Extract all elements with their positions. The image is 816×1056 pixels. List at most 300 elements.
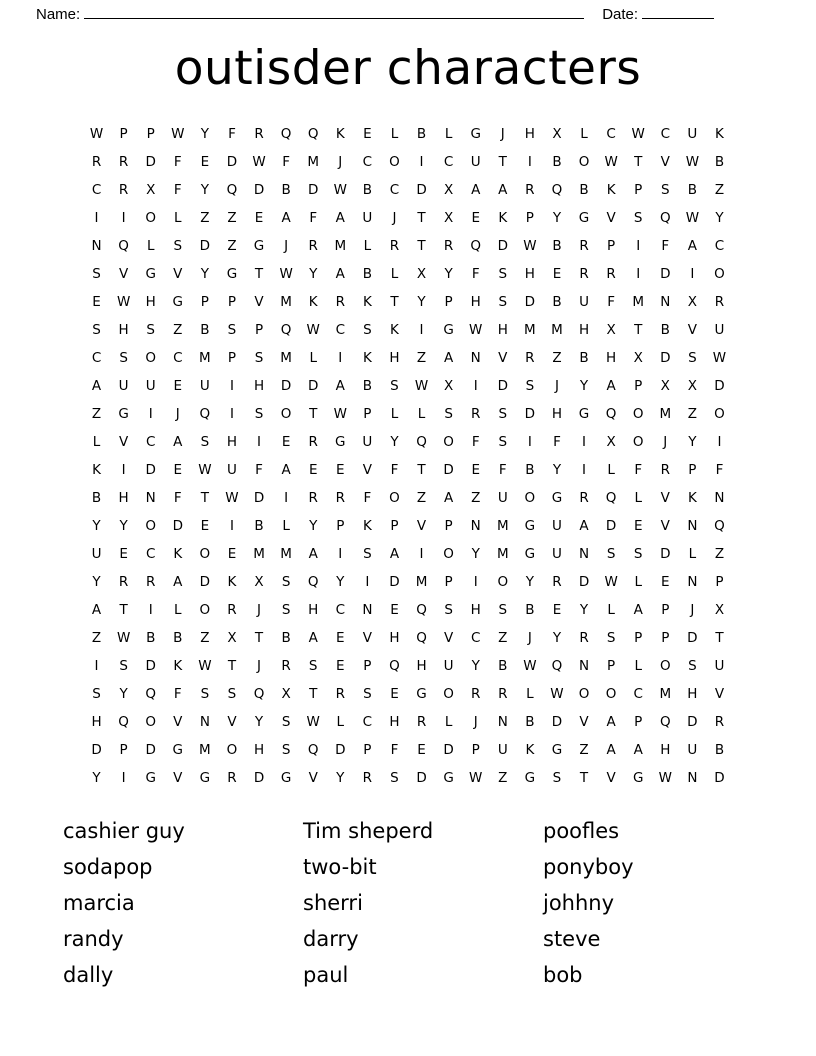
grid-letter[interactable]: V <box>660 153 670 170</box>
grid-letter[interactable]: B <box>362 377 372 394</box>
grid-letter[interactable]: Y <box>200 125 209 142</box>
grid-letter[interactable]: S <box>281 741 291 758</box>
grid-letter[interactable]: K <box>498 209 508 226</box>
grid-letter[interactable]: D <box>145 741 156 758</box>
grid-letter[interactable]: F <box>255 461 263 478</box>
grid-letter[interactable]: E <box>417 741 426 758</box>
grid-letter[interactable]: O <box>659 657 671 674</box>
grid-letter[interactable]: K <box>687 489 697 506</box>
grid-letter[interactable]: K <box>308 293 318 310</box>
grid-letter[interactable]: B <box>660 321 670 338</box>
word-list-item[interactable]: sodapop <box>63 854 153 879</box>
grid-letter[interactable]: P <box>607 657 616 674</box>
grid-letter[interactable]: P <box>363 657 372 674</box>
grid-letter[interactable]: T <box>715 629 724 646</box>
grid-letter[interactable]: T <box>634 321 643 338</box>
grid-letter[interactable]: W <box>306 321 320 338</box>
grid-letter[interactable]: H <box>389 629 400 646</box>
grid-letter[interactable]: E <box>200 153 210 170</box>
grid-letter[interactable]: A <box>335 265 345 282</box>
grid-letter[interactable]: K <box>173 657 183 674</box>
grid-letter[interactable]: S <box>444 601 453 618</box>
grid-letter[interactable]: V <box>714 685 725 702</box>
grid-letter[interactable]: P <box>661 629 670 646</box>
grid-letter[interactable]: W <box>712 349 727 366</box>
grid-letter[interactable]: Y <box>309 517 318 534</box>
grid-letter[interactable]: C <box>91 349 102 366</box>
grid-letter[interactable]: D <box>145 657 156 674</box>
grid-letter[interactable]: W <box>523 237 537 254</box>
grid-letter[interactable]: E <box>336 657 345 674</box>
grid-letter[interactable]: H <box>389 713 400 730</box>
grid-letter[interactable]: X <box>633 349 643 366</box>
grid-letter[interactable]: S <box>200 685 210 702</box>
grid-letter[interactable]: W <box>523 657 537 674</box>
grid-letter[interactable]: C <box>660 125 670 142</box>
grid-letter[interactable]: P <box>390 517 399 534</box>
grid-letter[interactable]: M <box>496 545 509 562</box>
grid-letter[interactable]: U <box>497 489 508 506</box>
grid-letter[interactable]: C <box>362 713 373 730</box>
grid-letter[interactable]: M <box>253 545 265 562</box>
grid-letter[interactable]: Y <box>336 769 345 786</box>
grid-letter[interactable]: S <box>498 293 508 310</box>
grid-letter[interactable]: A <box>335 209 345 226</box>
grid-letter[interactable]: K <box>92 461 101 478</box>
grid-letter[interactable]: M <box>199 741 211 758</box>
grid-letter[interactable]: F <box>471 433 480 450</box>
grid-letter[interactable]: C <box>145 433 156 450</box>
grid-letter[interactable]: G <box>551 741 563 758</box>
grid-letter[interactable]: Q <box>118 237 129 254</box>
grid-letter[interactable]: R <box>254 125 264 142</box>
grid-letter[interactable]: S <box>363 321 372 338</box>
grid-letter[interactable]: B <box>200 321 210 338</box>
grid-letter[interactable]: K <box>173 545 183 562</box>
grid-letter[interactable]: X <box>606 321 616 338</box>
grid-letter[interactable]: G <box>118 405 129 422</box>
grid-letter[interactable]: N <box>145 489 156 506</box>
grid-letter[interactable]: D <box>253 489 265 506</box>
grid-letter[interactable]: R <box>118 573 129 590</box>
grid-letter[interactable]: B <box>173 629 183 646</box>
grid-letter[interactable]: J <box>392 209 397 226</box>
grid-letter[interactable]: R <box>525 181 535 198</box>
grid-letter[interactable]: F <box>363 489 372 506</box>
grid-letter[interactable]: X <box>227 629 237 646</box>
grid-letter[interactable]: F <box>390 741 399 758</box>
grid-letter[interactable]: O <box>578 685 590 702</box>
grid-letter[interactable]: Y <box>579 377 589 394</box>
grid-letter[interactable]: Z <box>227 209 237 226</box>
grid-letter[interactable]: I <box>121 769 126 786</box>
grid-letter[interactable]: P <box>336 517 345 534</box>
grid-letter[interactable]: C <box>606 125 616 142</box>
grid-letter[interactable]: B <box>714 153 725 170</box>
grid-letter[interactable]: P <box>200 293 209 310</box>
grid-letter[interactable]: V <box>227 713 237 730</box>
grid-letter[interactable]: J <box>690 601 695 618</box>
grid-letter[interactable]: K <box>227 573 237 590</box>
grid-letter[interactable]: Z <box>91 629 102 646</box>
grid-letter[interactable]: D <box>714 377 725 394</box>
grid-letter[interactable]: W <box>171 125 185 142</box>
grid-letter[interactable]: S <box>444 405 453 422</box>
grid-letter[interactable]: G <box>443 321 454 338</box>
grid-letter[interactable]: L <box>390 405 399 422</box>
grid-letter[interactable]: N <box>687 517 698 534</box>
grid-letter[interactable]: S <box>227 685 237 702</box>
grid-letter[interactable]: F <box>309 209 318 226</box>
grid-letter[interactable]: B <box>416 125 427 142</box>
grid-letter[interactable]: Y <box>336 573 345 590</box>
grid-letter[interactable]: E <box>633 517 643 534</box>
grid-letter[interactable]: Y <box>471 657 480 674</box>
grid-letter[interactable]: X <box>660 377 670 394</box>
grid-letter[interactable]: I <box>121 209 126 226</box>
grid-letter[interactable]: V <box>254 293 264 310</box>
grid-letter[interactable]: C <box>389 181 400 198</box>
grid-letter[interactable]: J <box>554 377 559 394</box>
grid-letter[interactable]: D <box>280 377 292 394</box>
grid-letter[interactable]: W <box>89 125 104 142</box>
grid-letter[interactable]: X <box>606 433 616 450</box>
grid-letter[interactable]: Y <box>309 265 318 282</box>
grid-letter[interactable]: M <box>280 349 292 366</box>
grid-letter[interactable]: M <box>632 293 645 310</box>
grid-letter[interactable]: A <box>389 545 400 562</box>
grid-letter[interactable]: J <box>175 405 180 422</box>
grid-letter[interactable]: L <box>688 545 697 562</box>
grid-letter[interactable]: S <box>688 349 697 366</box>
grid-letter[interactable]: P <box>634 377 643 394</box>
grid-letter[interactable]: H <box>497 321 508 338</box>
grid-letter[interactable]: I <box>338 545 343 562</box>
grid-letter[interactable]: U <box>199 377 210 394</box>
grid-letter[interactable]: G <box>253 237 265 254</box>
grid-letter[interactable]: A <box>281 461 291 478</box>
grid-letter[interactable]: V <box>579 713 589 730</box>
grid-letter[interactable]: T <box>498 153 507 170</box>
grid-letter[interactable]: E <box>661 573 670 590</box>
grid-letter[interactable]: I <box>636 237 641 254</box>
grid-letter[interactable]: S <box>633 209 643 226</box>
grid-letter[interactable]: F <box>661 237 670 254</box>
grid-letter[interactable]: P <box>363 741 372 758</box>
grid-letter[interactable]: A <box>335 377 345 394</box>
grid-letter[interactable]: D <box>687 713 698 730</box>
grid-letter[interactable]: X <box>443 181 454 198</box>
grid-letter[interactable]: S <box>92 685 101 702</box>
grid-letter[interactable]: I <box>473 573 478 590</box>
grid-letter[interactable]: P <box>634 713 643 730</box>
grid-letter[interactable]: Y <box>254 713 264 730</box>
grid-letter[interactable]: L <box>444 125 453 142</box>
grid-letter[interactable]: Y <box>552 209 562 226</box>
grid-letter[interactable]: N <box>470 349 481 366</box>
grid-letter[interactable]: Y <box>552 461 562 478</box>
grid-letter[interactable]: O <box>497 573 509 590</box>
grid-letter[interactable]: S <box>633 545 643 562</box>
grid-letter[interactable]: R <box>579 629 589 646</box>
grid-letter[interactable]: F <box>498 461 507 478</box>
grid-letter[interactable]: T <box>417 209 426 226</box>
grid-letter[interactable]: G <box>199 769 211 786</box>
grid-letter[interactable]: W <box>604 573 618 590</box>
grid-letter[interactable]: Y <box>119 517 128 534</box>
grid-letter[interactable]: V <box>173 265 183 282</box>
grid-letter[interactable]: F <box>173 685 182 702</box>
grid-letter[interactable]: V <box>687 321 697 338</box>
grid-letter[interactable]: O <box>389 153 400 170</box>
grid-letter[interactable]: I <box>257 433 262 450</box>
grid-letter[interactable]: H <box>470 293 481 310</box>
grid-letter[interactable]: Z <box>173 321 183 338</box>
grid-letter[interactable]: E <box>336 629 345 646</box>
grid-letter[interactable]: Z <box>714 181 725 198</box>
grid-letter[interactable]: V <box>498 349 508 366</box>
grid-letter[interactable]: E <box>552 265 562 282</box>
grid-letter[interactable]: H <box>524 125 535 142</box>
grid-letter[interactable]: Y <box>688 433 697 450</box>
grid-letter[interactable]: H <box>91 713 102 730</box>
grid-letter[interactable]: D <box>443 461 454 478</box>
grid-letter[interactable]: Y <box>552 629 562 646</box>
grid-letter[interactable]: R <box>227 601 237 618</box>
grid-letter[interactable]: M <box>659 685 672 702</box>
grid-letter[interactable]: D <box>578 573 590 590</box>
grid-letter[interactable]: H <box>551 405 563 422</box>
grid-letter[interactable]: R <box>281 657 291 674</box>
grid-letter[interactable]: A <box>173 433 183 450</box>
grid-letter[interactable]: G <box>443 769 454 786</box>
grid-letter[interactable]: Y <box>471 545 480 562</box>
grid-letter[interactable]: R <box>227 769 237 786</box>
word-list-item[interactable]: Tim sheperd <box>303 818 434 843</box>
grid-letter[interactable]: C <box>335 321 345 338</box>
grid-letter[interactable]: R <box>471 685 481 702</box>
grid-letter[interactable]: Y <box>579 601 589 618</box>
grid-letter[interactable]: Z <box>687 405 697 422</box>
word-list-item[interactable]: poofles <box>543 818 620 843</box>
grid-letter[interactable]: Q <box>118 713 129 730</box>
grid-letter[interactable]: S <box>525 377 535 394</box>
grid-letter[interactable]: G <box>226 265 238 282</box>
grid-letter[interactable]: D <box>91 741 102 758</box>
grid-letter[interactable]: Z <box>471 489 481 506</box>
grid-letter[interactable]: N <box>687 573 698 590</box>
grid-letter[interactable]: H <box>145 293 156 310</box>
grid-letter[interactable]: S <box>552 769 562 786</box>
grid-letter[interactable]: X <box>146 181 156 198</box>
grid-letter[interactable]: L <box>390 125 399 142</box>
grid-letter[interactable]: Q <box>199 405 211 422</box>
grid-letter[interactable]: J <box>338 153 343 170</box>
grid-letter[interactable]: W <box>469 321 483 338</box>
grid-letter[interactable]: V <box>173 769 183 786</box>
grid-letter[interactable]: M <box>524 321 536 338</box>
grid-letter[interactable]: Q <box>659 713 671 730</box>
grid-letter[interactable]: D <box>308 181 319 198</box>
grid-letter[interactable]: C <box>714 237 725 254</box>
grid-letter[interactable]: X <box>552 125 562 142</box>
grid-letter[interactable]: G <box>145 265 156 282</box>
grid-letter[interactable]: R <box>660 461 670 478</box>
grid-letter[interactable]: G <box>524 545 536 562</box>
grid-letter[interactable]: G <box>145 769 156 786</box>
grid-letter[interactable]: L <box>282 517 290 534</box>
grid-letter[interactable]: Z <box>200 629 210 646</box>
word-list-item[interactable]: steve <box>543 926 601 951</box>
grid-letter[interactable]: T <box>309 405 318 422</box>
grid-letter[interactable]: W <box>116 629 131 646</box>
grid-letter[interactable]: B <box>687 181 697 198</box>
word-list-item[interactable]: paul <box>303 962 349 987</box>
grid-letter[interactable]: P <box>227 293 237 310</box>
grid-letter[interactable]: O <box>145 349 157 366</box>
grid-letter[interactable]: Q <box>605 405 617 422</box>
grid-letter[interactable]: Q <box>659 209 671 226</box>
grid-letter[interactable]: A <box>443 489 454 506</box>
grid-letter[interactable]: P <box>607 237 616 254</box>
grid-letter[interactable]: L <box>390 265 399 282</box>
grid-letter[interactable]: O <box>578 153 590 170</box>
grid-letter[interactable]: B <box>552 293 562 310</box>
grid-letter[interactable]: C <box>145 545 156 562</box>
grid-letter[interactable]: F <box>390 461 399 478</box>
grid-letter[interactable]: F <box>228 125 236 142</box>
grid-letter[interactable]: D <box>687 629 698 646</box>
grid-letter[interactable]: X <box>281 685 291 702</box>
grid-letter[interactable]: R <box>416 713 427 730</box>
grid-letter[interactable]: H <box>226 433 238 450</box>
grid-letter[interactable]: M <box>334 237 347 254</box>
grid-letter[interactable]: V <box>118 265 129 282</box>
grid-letter[interactable]: R <box>308 237 318 254</box>
grid-letter[interactable]: W <box>414 377 429 394</box>
grid-letter[interactable]: A <box>443 349 454 366</box>
word-list-item[interactable]: johhny <box>543 890 615 915</box>
grid-letter[interactable]: A <box>91 377 102 394</box>
grid-letter[interactable]: G <box>416 685 427 702</box>
grid-letter[interactable]: J <box>473 713 478 730</box>
grid-letter[interactable]: R <box>389 237 400 254</box>
grid-letter[interactable]: I <box>229 517 234 534</box>
grid-letter[interactable]: Y <box>715 209 724 226</box>
grid-letter[interactable]: V <box>416 517 427 534</box>
word-list-item[interactable]: two-bit <box>303 854 377 879</box>
grid-letter[interactable]: A <box>606 377 616 394</box>
grid-letter[interactable]: V <box>443 629 454 646</box>
grid-letter[interactable]: M <box>280 545 292 562</box>
word-search-grid[interactable] <box>83 125 733 787</box>
grid-letter[interactable]: T <box>417 461 426 478</box>
grid-letter[interactable]: Q <box>605 489 617 506</box>
grid-letter[interactable]: E <box>390 685 399 702</box>
grid-letter[interactable]: O <box>632 433 644 450</box>
grid-letter[interactable]: L <box>607 601 615 618</box>
grid-letter[interactable]: O <box>145 209 157 226</box>
grid-letter[interactable]: E <box>390 601 399 618</box>
grid-letter[interactable]: S <box>281 713 291 730</box>
grid-letter[interactable]: U <box>470 153 481 170</box>
grid-letter[interactable]: U <box>579 293 589 310</box>
grid-letter[interactable]: X <box>443 377 454 394</box>
grid-letter[interactable]: W <box>631 125 645 142</box>
grid-letter[interactable]: M <box>659 405 672 422</box>
grid-letter[interactable]: B <box>281 181 291 198</box>
grid-letter[interactable]: I <box>229 377 234 394</box>
grid-letter[interactable]: T <box>254 265 264 282</box>
grid-letter[interactable]: B <box>525 713 535 730</box>
grid-letter[interactable]: B <box>362 265 372 282</box>
grid-letter[interactable]: Y <box>92 517 101 534</box>
grid-letter[interactable]: S <box>92 265 101 282</box>
grid-letter[interactable]: Y <box>417 293 426 310</box>
grid-letter[interactable]: N <box>497 713 508 730</box>
grid-letter[interactable]: H <box>253 741 265 758</box>
grid-letter[interactable]: P <box>525 209 534 226</box>
grid-letter[interactable]: S <box>498 265 508 282</box>
grid-letter[interactable]: D <box>253 181 265 198</box>
grid-letter[interactable]: E <box>336 461 345 478</box>
grid-letter[interactable]: Z <box>579 741 589 758</box>
grid-letter[interactable]: V <box>308 769 318 786</box>
grid-letter[interactable]: N <box>714 489 725 506</box>
grid-letter[interactable]: F <box>715 461 724 478</box>
grid-letter[interactable]: H <box>389 349 400 366</box>
grid-letter[interactable]: M <box>280 293 292 310</box>
grid-letter[interactable]: E <box>471 209 480 226</box>
grid-letter[interactable]: A <box>281 209 291 226</box>
grid-letter[interactable]: L <box>174 209 182 226</box>
grid-letter[interactable]: V <box>362 461 372 478</box>
grid-letter[interactable]: T <box>227 657 237 674</box>
grid-letter[interactable]: H <box>578 321 590 338</box>
grid-letter[interactable]: B <box>714 741 725 758</box>
grid-letter[interactable]: U <box>118 377 129 394</box>
grid-letter[interactable]: D <box>335 741 346 758</box>
grid-letter[interactable]: L <box>146 237 155 254</box>
grid-letter[interactable]: E <box>173 377 183 394</box>
grid-letter[interactable]: Z <box>416 489 427 506</box>
grid-letter[interactable]: B <box>498 657 508 674</box>
grid-letter[interactable]: H <box>687 685 698 702</box>
grid-letter[interactable]: Y <box>525 573 534 590</box>
grid-letter[interactable]: D <box>416 181 427 198</box>
grid-letter[interactable]: M <box>496 517 509 534</box>
grid-letter[interactable]: A <box>308 629 318 646</box>
grid-letter[interactable]: D <box>524 405 536 422</box>
grid-letter[interactable]: S <box>308 657 318 674</box>
grid-letter[interactable]: H <box>470 601 481 618</box>
grid-letter[interactable]: A <box>91 601 102 618</box>
word-list-item[interactable]: dally <box>63 962 114 987</box>
grid-letter[interactable]: D <box>253 769 265 786</box>
grid-letter[interactable]: O <box>714 265 725 282</box>
grid-letter[interactable]: O <box>443 545 454 562</box>
grid-letter[interactable]: L <box>363 237 372 254</box>
grid-letter[interactable]: J <box>500 125 505 142</box>
grid-letter[interactable]: L <box>634 489 642 506</box>
grid-letter[interactable]: K <box>715 125 724 142</box>
grid-letter[interactable]: M <box>307 153 320 170</box>
grid-letter[interactable]: W <box>306 713 320 730</box>
word-list-item[interactable]: sherri <box>303 890 363 915</box>
grid-letter[interactable]: D <box>199 237 211 254</box>
grid-letter[interactable]: S <box>119 657 128 674</box>
grid-letter[interactable]: W <box>469 769 483 786</box>
